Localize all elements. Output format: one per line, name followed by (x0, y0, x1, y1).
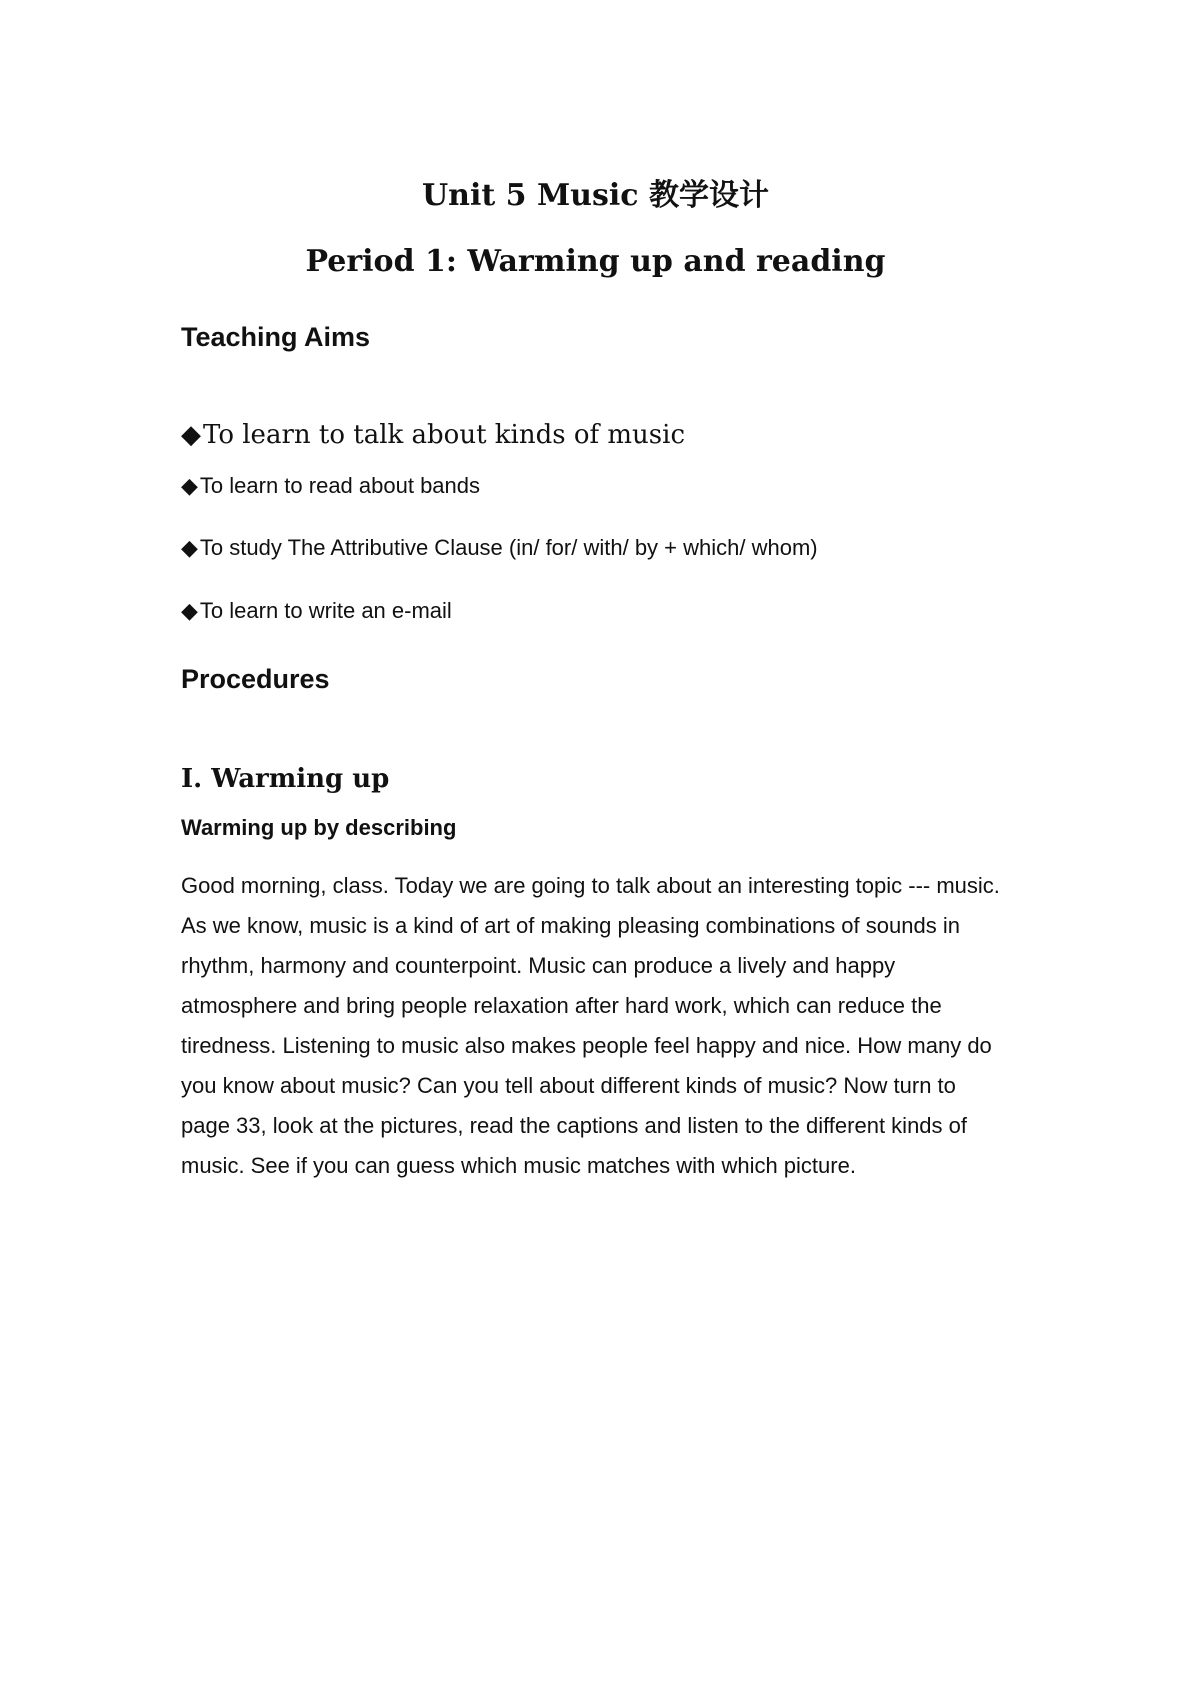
document-title: Unit 5 Music 教学设计 (421, 178, 769, 213)
period-title: Period 1: Warming up and reading (305, 244, 886, 279)
paragraph-line: atmosphere and bring people relaxation after hard work, which can reduce the (181, 993, 942, 1018)
paragraph-line: music. See if you can guess which music matches with which picture. (181, 1153, 856, 1178)
warming-up-heading: I. Warming up (181, 764, 390, 794)
teaching-aims-heading: Teaching Aims (181, 322, 371, 352)
warming-up-paragraph (181, 866, 1041, 1186)
diamond-bullet-icon: ◆ (181, 473, 198, 498)
paragraph-line: tiredness. Listening to music also makes people feel happy and nice. How many do (181, 1033, 992, 1058)
aim-item (181, 535, 818, 561)
aim-item (181, 420, 685, 450)
procedures-heading: Procedures (181, 664, 330, 694)
warming-up-subheading: Warming up by describing (181, 815, 457, 840)
aim-item (181, 473, 480, 499)
aim-text: To learn to talk about kinds of music (203, 420, 686, 450)
aim-text: To study The Attributive Clause (in/ for/ with/ by + which/ whom) (199, 535, 818, 560)
diamond-bullet-icon: ◆ (181, 598, 198, 623)
paragraph-line: rhythm, harmony and counterpoint. Music can produce a lively and happy (181, 953, 896, 978)
paragraph-line: you know about music? Can you tell about different kinds of music? Now turn to (181, 1073, 956, 1098)
aim-item (181, 598, 452, 624)
aim-text: To learn to read about bands (199, 473, 481, 498)
aim-text: To learn to write an e-mail (199, 598, 452, 623)
paragraph-line: As we know, music is a kind of art of making pleasing combinations of sounds in (181, 913, 960, 938)
paragraph-line: page 33, look at the pictures, read the captions and listen to the different kinds of (181, 1113, 967, 1138)
paragraph-line: Good morning, class. Today we are going to talk about an interesting topic --- music. (181, 873, 1000, 898)
diamond-bullet-icon: ◆ (181, 420, 201, 450)
diamond-bullet-icon: ◆ (181, 535, 198, 560)
